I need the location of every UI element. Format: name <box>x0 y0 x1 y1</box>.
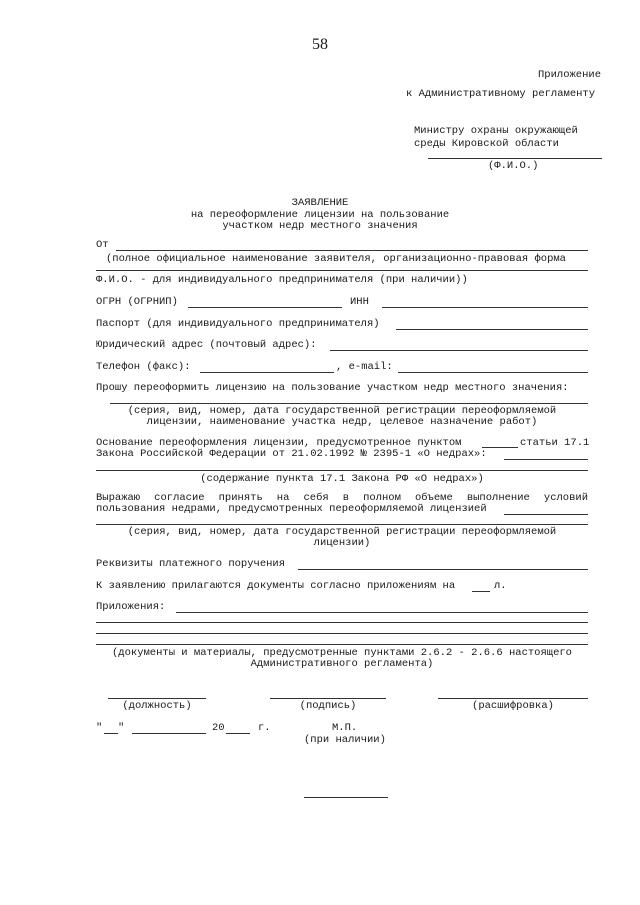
stamp-label: М.П. <box>332 722 358 734</box>
document-title: ЗАЯВЛЕНИЕ <box>291 197 349 209</box>
document-subtitle-1: на переоформление лицензии на пользование <box>190 209 450 221</box>
appendices-hint-2: Административного регламента) <box>250 658 434 670</box>
from-field-2[interactable] <box>96 270 588 271</box>
consent-hint-1: (серия, вид, номер, дата государственной регистрации переоформляемой <box>127 526 557 538</box>
consent-hint-2: лицензии) <box>313 537 371 549</box>
inn-label: ИНН <box>350 296 369 308</box>
from-hint-2: Ф.И.О. - для индивидуального предпринимателя (при наличии)) <box>96 274 468 286</box>
date-month-field[interactable] <box>132 733 206 734</box>
date-quote-open: " <box>96 722 103 734</box>
appendices-label: Приложения: <box>96 601 166 613</box>
address-label: Юридический адрес (почтовый адрес): <box>96 339 317 351</box>
ogrn-label: ОГРН (ОГРНИП) <box>96 296 178 308</box>
phone-field[interactable] <box>200 372 334 373</box>
date-quote-close: " <box>118 722 125 734</box>
from-field[interactable] <box>116 250 588 251</box>
stamp-note: (при наличии) <box>304 734 386 746</box>
position-caption: (должность) <box>122 700 192 712</box>
appendices-field-2[interactable] <box>96 622 588 623</box>
addressee-line-2: среды Кировской области <box>414 138 559 150</box>
consent-text-2: пользования недрами, предусмотренных переоформляемой лицензией <box>96 503 487 515</box>
inn-field[interactable] <box>382 307 588 308</box>
email-label: , e-mail: <box>336 361 393 373</box>
basis-text-1b: статьи 17.1 <box>520 437 590 449</box>
date-day-field[interactable] <box>104 733 118 734</box>
payment-field[interactable] <box>298 569 588 570</box>
request-hint-2: лицензии, наименование участка недр, целевое назначение работ) <box>146 416 538 428</box>
appendices-field-1[interactable] <box>176 612 588 613</box>
passport-label: Паспорт (для индивидуального предпринимателя) <box>96 318 380 330</box>
payment-label: Реквизиты платежного поручения <box>96 558 286 570</box>
ogrn-field[interactable] <box>188 307 342 308</box>
from-label: От <box>96 239 109 251</box>
basis-field-short[interactable] <box>504 459 588 460</box>
appendix-to-label: к Административному регламенту <box>406 88 596 100</box>
attached-pages-field[interactable] <box>472 591 490 592</box>
from-hint-1: (полное официальное наименование заявителя, организационно-правовая форма <box>106 253 566 265</box>
decoding-caption: (расшифровка) <box>472 700 554 712</box>
appendix-label: Приложение <box>538 69 602 81</box>
phone-label: Телефон (факс): <box>96 361 191 373</box>
date-year-field[interactable] <box>226 733 250 734</box>
basis-field[interactable] <box>96 470 588 471</box>
email-field[interactable] <box>398 372 588 373</box>
address-field[interactable] <box>330 350 588 351</box>
basis-hint: (содержание пункта 17.1 Закона РФ «О недрах») <box>200 473 484 485</box>
consent-field-short[interactable] <box>504 514 588 515</box>
page-number: 58 <box>312 36 328 53</box>
appendices-field-4[interactable] <box>96 644 588 645</box>
basis-text-1a: Основание переоформления лицензии, предусмотренное пунктом <box>96 437 462 449</box>
request-field[interactable] <box>110 403 588 404</box>
attached-pages-unit: л. <box>494 580 507 592</box>
appendices-field-3[interactable] <box>96 633 588 634</box>
document-subtitle-2: участком недр местного значения <box>222 220 418 232</box>
consent-field[interactable] <box>96 524 588 525</box>
basis-point-field[interactable] <box>482 447 518 448</box>
consent-text-1: Выражаю согласие принять на себя в полном объеме выполнение условий <box>96 492 588 504</box>
signature-field[interactable] <box>270 698 386 699</box>
appendices-hint-1: (документы и материалы, предусмотренные пунктами 2.6.2 - 2.6.6 настоящего <box>112 647 572 659</box>
addressee-line-1: Министру охраны окружающей <box>414 125 578 137</box>
request-hint-1: (серия, вид, номер, дата государственной регистрации переоформляемой <box>127 405 557 417</box>
attached-text: К заявлению прилагаются документы согласно приложениям на <box>96 580 456 592</box>
passport-field[interactable] <box>396 329 588 330</box>
signature-caption: (подпись) <box>299 700 357 712</box>
request-text: Прошу переоформить лицензию на пользование участком недр местного значения: <box>96 382 569 394</box>
date-year-prefix: 20 <box>212 722 225 734</box>
fio-underline[interactable] <box>428 158 602 159</box>
footer-rule <box>304 797 388 798</box>
decoding-field[interactable] <box>438 698 588 699</box>
position-field[interactable] <box>108 698 206 699</box>
date-year-suffix: г. <box>258 722 271 734</box>
fio-caption: (Ф.И.О.) <box>488 160 539 172</box>
basis-text-2: Закона Российской Федерации от 21.02.1992 № 2395-1 «О недрах»: <box>96 448 487 460</box>
